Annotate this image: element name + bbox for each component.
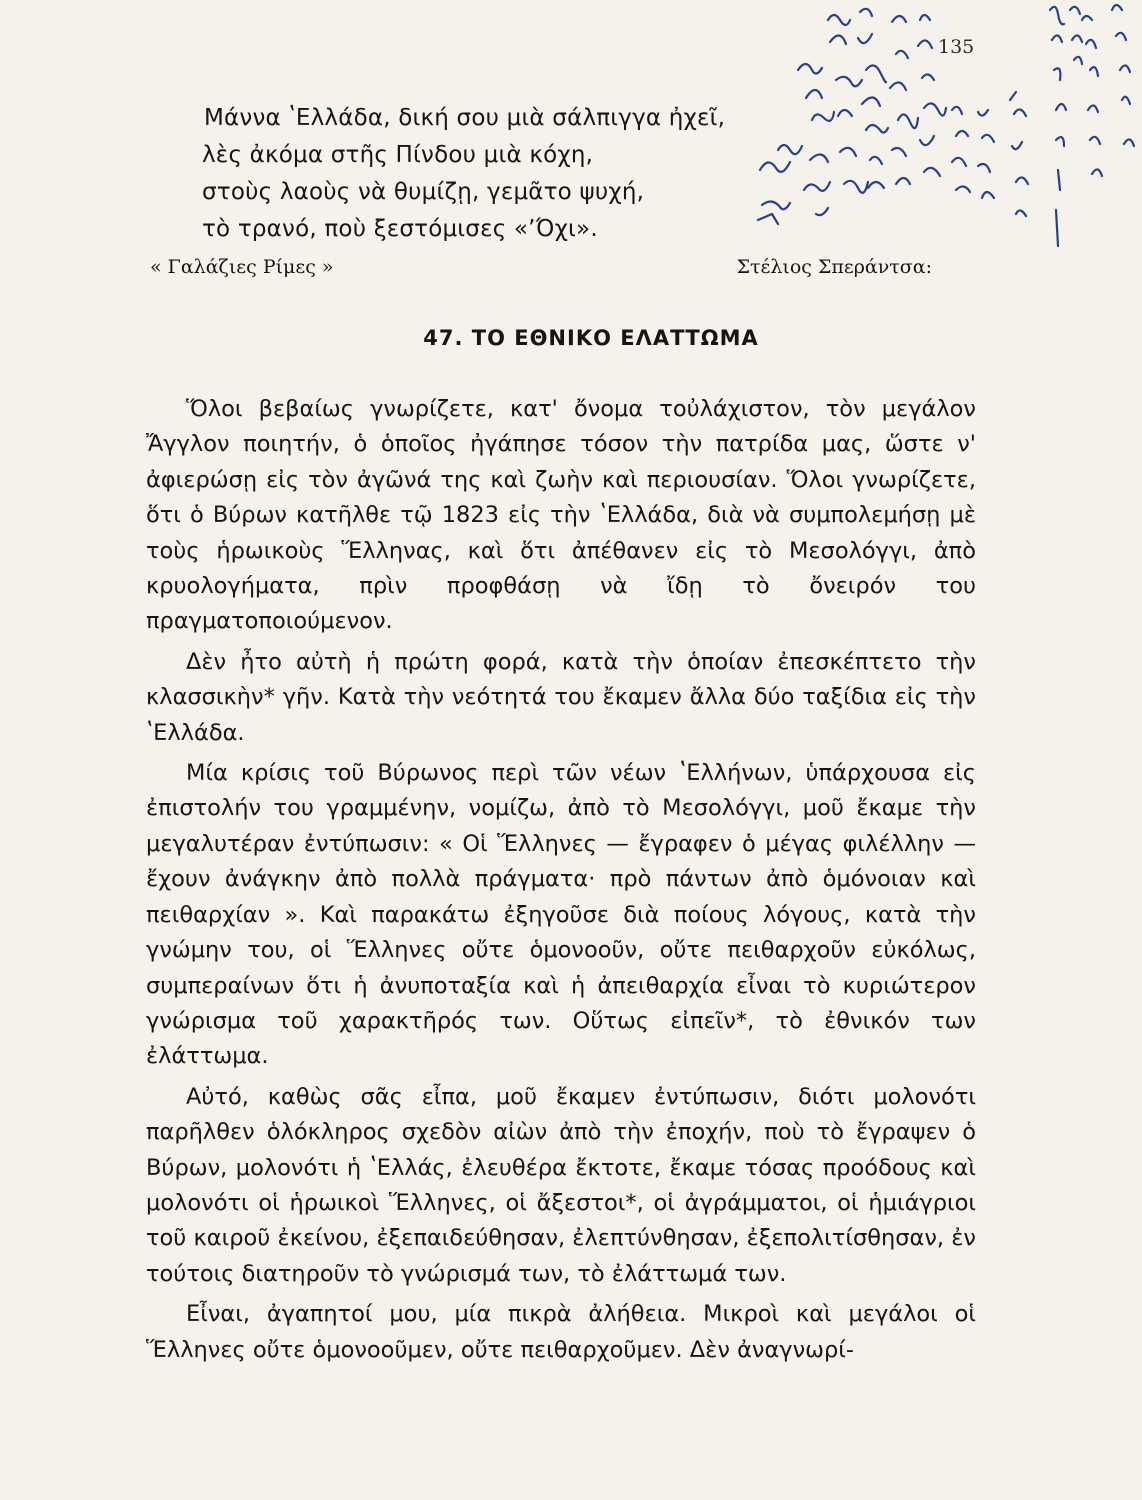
poem — [202, 100, 742, 248]
poem-line: λὲς ἀκόμα στῆς Πίνδου μιὰ κόχη, — [202, 142, 594, 168]
paragraph: Ὅλοι βεβαίως γνωρίζετε, κατ' ὄνομα τοὐλάχιστον, τὸν μεγάλον Ἄγγλον ποιητήν, ὁ ὁποῖος ἠγάπησε τόσον τὴν πατρίδα μας, ὥστε ν' ἀφιερώσῃ εἰς τὸν ἀγῶνά της καὶ ζωὴν καὶ περιουσίαν. Ὅλοι γνωρίζετε, ὅτι ὁ Βύρων κατῆλθε τῷ 1823 εἰς τὴν ʽΕλλάδα, διὰ νὰ συμπολεμήσῃ μὲ τοὺς ἡρωικοὺς Ἕλληνας, καὶ ὅτι ἀπέθανεν εἰς τὸ Μεσολόγγι, ἀπὸ κρυολογήματα, πρὶν προφθάσῃ νὰ ἴδῃ τὸ ὄνειρόν του πραγματοποιούμενον. — [146, 396, 976, 635]
section-heading: 47. ΤΟ ΕΘΝΙΚΟ ΕΛΑΤΤΩΜΑ — [423, 326, 759, 350]
paragraph: Εἶναι, ἀγαπητοί μου, μία πικρὰ ἀλήθεια. Μικροὶ καὶ μεγάλοι οἱ Ἕλληνες οὔτε ὁμονοοῦμεν, οὔτε πειθαρχοῦμεν. Δὲν ἀναγνωρί- — [146, 1301, 976, 1363]
paragraph: Μία κρίσις τοῦ Βύρωνος περὶ τῶν νέων ʽΕλλήνων, ὑπάρχουσα εἰς ἐπιστολήν του γραμμένην, νομίζω, ἀπὸ τὸ Μεσολόγγι, μοῦ ἔκαμε τὴν μεγαλυτέραν ἐντύπωσιν: « Οἱ Ἕλληνες — ἔγραφεν ὁ μέγας φιλέλλην — ἔχουν ἀνάγκην ἀπὸ πολλὰ πράγματα· πρὸ πάντων ἀπὸ ὁμόνοιαν καὶ πειθαρχίαν ». Καὶ παρακάτω ἐξηγοῦσε διὰ ποίους λόγους, κατὰ τὴν γνώμην του, οἱ Ἕλληνες οὔτε ὁμονοοῦν, οὔτε πειθαρχοῦν εὐκόλως, συμπεραίνων ὅτι ἡ ἀνυποταξία καὶ ἡ ἀπειθαρχία εἶναι τὸ κυριώτερον γνώρισμα τοῦ χαρακτῆρός των. Οὕτως εἰπεῖν*, τὸ ἐθνικόν των ἐλάττωμα. — [146, 760, 976, 1070]
poem-line: Μάννα ʽΕλλάδα, δική σου μιὰ σάλπιγγα ἠχεῖ, — [204, 105, 726, 131]
page-number: 135 — [938, 36, 975, 58]
poem-line: στοὺς λαοὺς νὰ θυμίζῃ, γεμᾶτο ψυχή, — [202, 179, 645, 205]
paragraph: Δὲν ἦτο αὐτὴ ἡ πρώτη φορά, κατὰ τὴν ὁποίαν ἐπεσκέπτετο τὴν κλασσικὴν* γῆν. Κατὰ τὴν νεότητά του ἔκαμεν ἄλλα δύο ταξίδια εἰς τὴν ʽΕλλάδα. — [146, 648, 976, 746]
paragraph: Αὐτό, καθὼς σᾶς εἶπα, μοῦ ἔκαμεν ἐντύπωσιν, διότι μολονότι παρῆλθεν ὁλόκληρος σχεδὸν αἰὼν ἀπὸ τὴν ἐποχήν, ποὺ τὸ ἔγραψεν ὁ Βύρων, μολονότι ἡ ʽΕλλάς, ἐλευθέρα ἔκτοτε, ἔκαμε τόσας προόδους καὶ μολονότι οἱ ἡρωικοὶ Ἕλληνες, οἱ ἄξεστοι*, οἱ ἀγράμματοι, οἱ ἡμιάγριοι τοῦ καιροῦ ἐκείνου, ἐξεπαιδεύθησαν, ἐλεπτύνθησαν, ἐξεπολιτίσθησαν, ἐν τούτοις διατηροῦν τὸ γνώρισμά των, τὸ ἐλάττωμά των. — [146, 1083, 976, 1287]
poem-line: τὸ τρανό, ποὺ ξεστόμισες «ʼΌχι». — [202, 216, 598, 242]
poem-author: Στέλιος Σπεράντσα: — [736, 256, 932, 278]
poem-source: « Γαλάζιες Ρίμες » — [150, 256, 334, 278]
handwritten-marginalia-icon — [720, 0, 1142, 280]
body-text — [146, 392, 976, 1372]
